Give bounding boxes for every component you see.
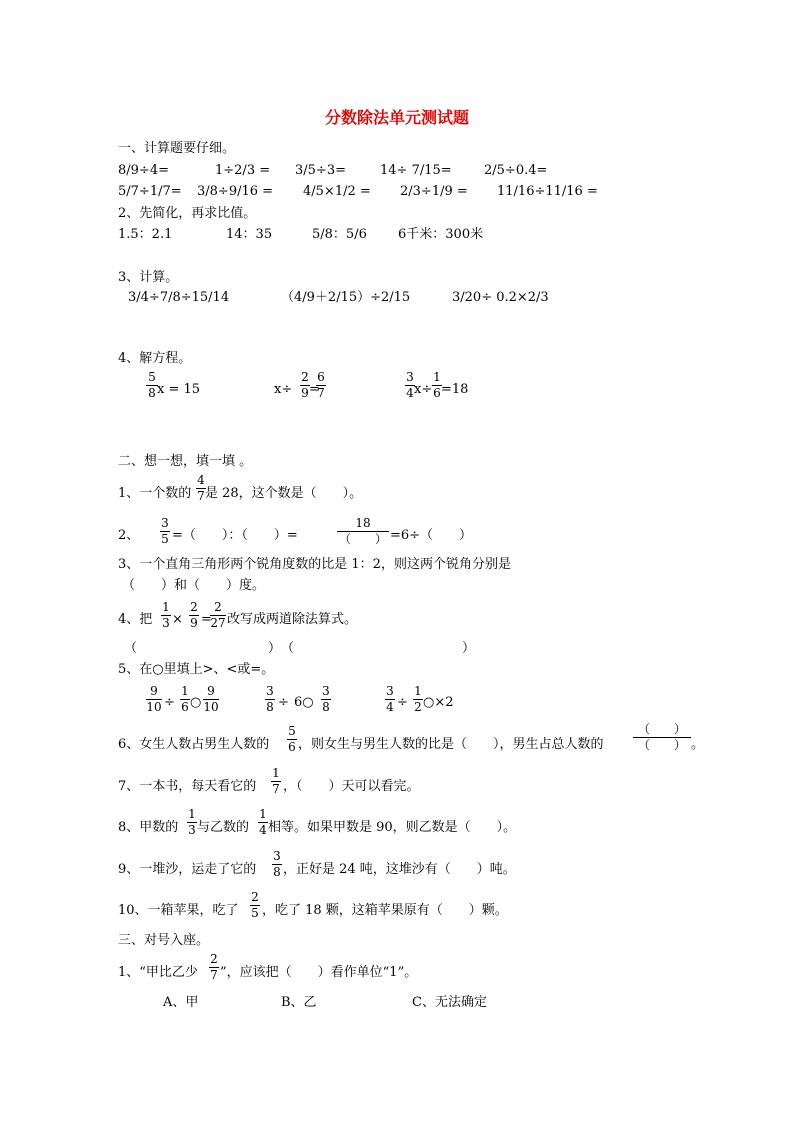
fraction: 2 7 <box>210 952 218 982</box>
question-4: 4、把 <box>118 612 153 627</box>
question-6-tail: 。 <box>691 737 705 752</box>
operator: ÷ <box>164 695 175 710</box>
question-8-mid: 与乙数的 <box>197 820 250 835</box>
calc-item: 14÷ 7/15= <box>380 163 452 178</box>
fraction: 1 3 <box>188 807 196 837</box>
question-8: 8、甲数的 <box>118 820 179 835</box>
answer-blank: （ <box>124 641 138 656</box>
question-9-tail: ，正好是 24 吨，这堆沙有（ ）吨。 <box>283 862 516 877</box>
question-2: 2、 <box>118 528 140 543</box>
calc-item: 3/4÷7/8÷15/14 <box>128 290 230 305</box>
fraction: 6 7 <box>317 370 325 400</box>
section-heading-3: 三、对号入座。 <box>118 933 210 948</box>
ratio-item: 14：35 <box>226 227 273 242</box>
calc-item: 1÷2/3 = <box>215 163 271 178</box>
fraction: 9 10 <box>146 684 162 714</box>
fraction: 1 3 <box>162 600 170 630</box>
compare-circle[interactable]: ○ <box>190 695 202 710</box>
fraction: 3 8 <box>266 684 274 714</box>
subsection-heading: 2、先简化，再求比值。 <box>118 206 257 221</box>
question-1-tail: 是 28，这个数是（ ）。 <box>205 486 363 501</box>
ratio-item: 6千米：300米 <box>398 227 484 242</box>
option-a[interactable]: A、甲 <box>163 995 199 1010</box>
calc-item: 3/20÷ 0.2×2/3 <box>452 290 549 305</box>
fraction: 2 9 <box>190 600 198 630</box>
fraction: （ ） （ ） <box>633 723 691 752</box>
fraction: 2 9 <box>301 370 309 400</box>
fraction: 3 4 <box>386 684 394 714</box>
question-10: 10、一箱苹果，吃了 <box>118 903 239 918</box>
equation-text: =18 <box>441 382 469 397</box>
ratio-item: 5/8：5/6 <box>312 227 367 242</box>
fraction: 1 4 <box>259 807 267 837</box>
calc-item: 2/3÷1/9 = <box>400 184 468 199</box>
option-c[interactable]: C、无法确定 <box>412 995 487 1010</box>
page-title: 分数除法单元测试题 <box>324 108 469 127</box>
fraction: 3 5 <box>161 516 169 546</box>
operator: × <box>172 612 183 627</box>
question-7-tail: ，（ ）天可以看完。 <box>283 779 420 794</box>
answer-blank: ） <box>462 641 476 656</box>
calc-item: 3/8÷9/16 = <box>197 184 274 199</box>
question-5: 5、在○里填上>、<或=。 <box>118 662 275 677</box>
ratio-item: 1.5：2.1 <box>118 227 173 242</box>
question-9: 9、一堆沙，运走了它的 <box>118 862 257 877</box>
calc-item: 3/5÷3= <box>295 163 346 178</box>
compare-circle[interactable]: ○×2 <box>423 695 454 710</box>
question-8-tail: 相等。如果甲数是 90，则乙数是（ ）。 <box>268 820 517 835</box>
question-3-line-2: （ ）和（ ）度。 <box>122 578 266 593</box>
calc-item: 11/16÷11/16 = <box>497 184 598 199</box>
section-heading-1: 一、计算题要仔细。 <box>118 141 236 156</box>
calc-item: 4/5×1/2 = <box>303 184 371 199</box>
fraction: 3 8 <box>322 684 330 714</box>
operator: = <box>201 612 212 627</box>
question-6: 6、女生人数占男生人数的 <box>118 737 270 752</box>
question-2-tail: =6÷（ ） <box>390 528 473 543</box>
operator: ÷ <box>397 695 408 710</box>
question-1: 1、一个数的 <box>118 486 192 501</box>
answer-blank: ） （ <box>268 641 295 656</box>
question-6-mid: ，则女生与男生人数的比是（ ），男生占总人数的 <box>298 737 604 752</box>
fraction: 2 27 <box>210 600 226 630</box>
question-4-tail: 改写成两道除法算式。 <box>227 612 358 627</box>
question-3: 3、一个直角三角形两个锐角度数的比是 1：2，则这两个锐角分别是 <box>118 557 511 572</box>
question-7: 7、一本书，每天看它的 <box>118 779 257 794</box>
fraction: 5 6 <box>288 724 296 754</box>
question-3-1: 1、“甲比乙少 <box>118 965 198 980</box>
section-heading-2: 二、想一想，填一填 。 <box>118 454 253 469</box>
question-3-1-tail: ”，应该把（ ）看作单位“1”。 <box>220 965 418 980</box>
subsection-heading: 4、解方程。 <box>118 351 192 366</box>
fraction: 1 7 <box>272 766 280 796</box>
calc-item: 2/5÷0.4= <box>484 163 548 178</box>
fraction: 4 7 <box>197 473 205 503</box>
equation-text: x = 15 <box>157 382 201 397</box>
fraction: 3 4 <box>406 370 414 400</box>
fraction: 1 2 <box>414 684 422 714</box>
fraction: 9 10 <box>203 684 219 714</box>
operator: ÷ <box>278 695 289 710</box>
fraction: 18 （ ） <box>338 516 387 546</box>
fraction: 3 8 <box>273 849 281 879</box>
subsection-heading: 3、计算。 <box>118 270 179 285</box>
fraction: 5 8 <box>146 371 158 400</box>
question-10-tail: ，吃了 18 颗，这箱苹果原有（ ）颗。 <box>262 903 508 918</box>
calc-item: （4/9＋2/15）÷2/15 <box>281 290 411 305</box>
calc-item: 5/7÷1/7= <box>118 184 182 199</box>
question-2-mid: =（ ）：（ ）= <box>172 528 298 543</box>
compare-circle[interactable]: 6○ <box>294 695 314 710</box>
equation-text: = <box>309 382 320 397</box>
fraction: 1 6 <box>433 370 441 400</box>
equation-text: x÷ <box>414 382 433 397</box>
fraction: 1 6 <box>181 684 189 714</box>
equation-text: x÷ <box>274 382 293 397</box>
fraction: 2 5 <box>251 890 259 920</box>
calc-item: 8/9÷4= <box>118 163 169 178</box>
option-b[interactable]: B、乙 <box>281 995 317 1010</box>
